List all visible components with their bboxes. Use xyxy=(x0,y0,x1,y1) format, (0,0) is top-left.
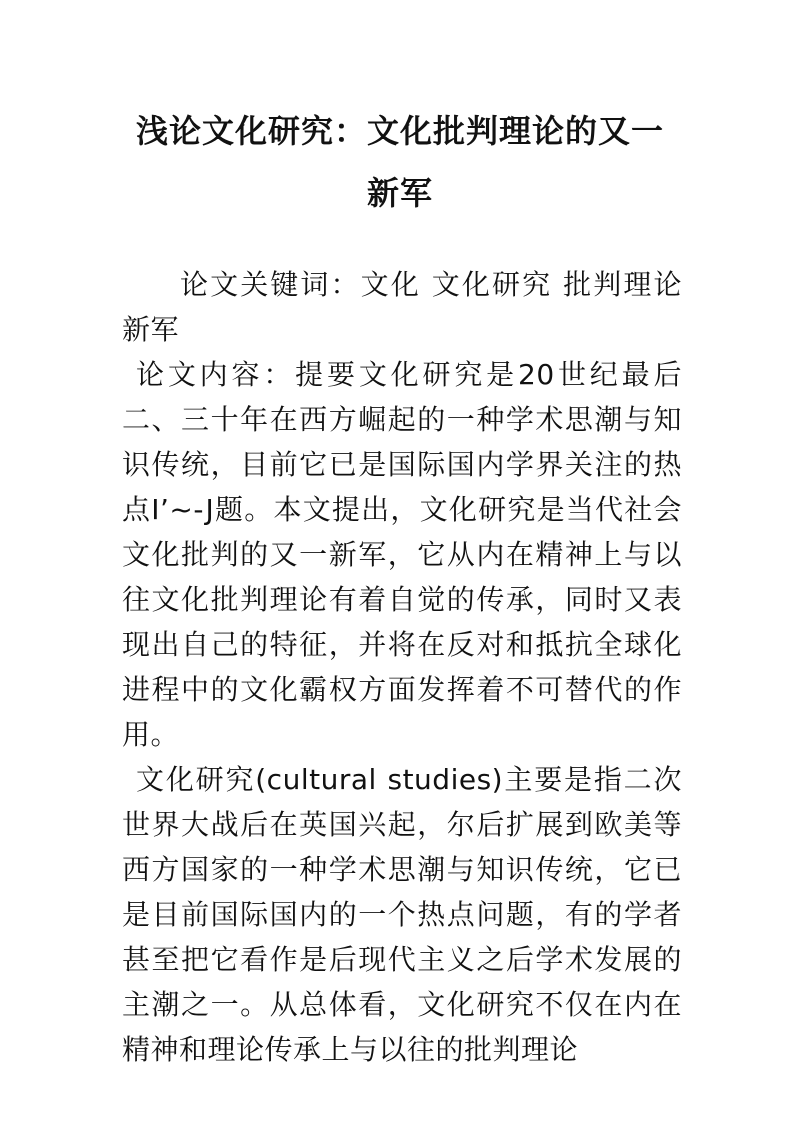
document-title xyxy=(110,100,690,224)
title-line-2: 新军 xyxy=(366,174,433,212)
abstract-paragraph xyxy=(122,352,682,757)
title-line-1: 浅论文化研究：文化批判理论的又一 xyxy=(135,112,664,150)
abstract-text: 提要文化研究是20世纪最后二、三十年在西方崛起的一种学术思潮与知识传统，目前它已是国际国内学界关注的热点I’~-J题。本文提出，文化研究是当代社会文化批判的又一新军，它从内在精神上与以往文化批判理论有着自觉的传承，同时又表现出自己的特征，并将在反对和抵抗全球化进程中的文化霸权方面发挥着不可替代的作用。 xyxy=(122,358,682,751)
abstract-label: 论文内容： xyxy=(136,358,296,391)
keywords-paragraph xyxy=(122,262,682,352)
keywords-label: 论文关键词： xyxy=(180,268,361,301)
keywords-text: 文化 文化研究 批判理论 新军 xyxy=(122,268,682,346)
document-body xyxy=(122,262,682,1072)
body-paragraph: 文化研究(cultural studies)主要是指二次世界大战后在英国兴起，尔后扩展到欧美等西方国家的一种学术思潮与知识传统，它已是目前国际国内的一个热点问题，有的学者甚至把它看作是后现代主义之后学术发展的主潮之一。从总体看，文化研究不仅在内在精神和理论传承上与以往的批判理论 xyxy=(122,763,682,1066)
